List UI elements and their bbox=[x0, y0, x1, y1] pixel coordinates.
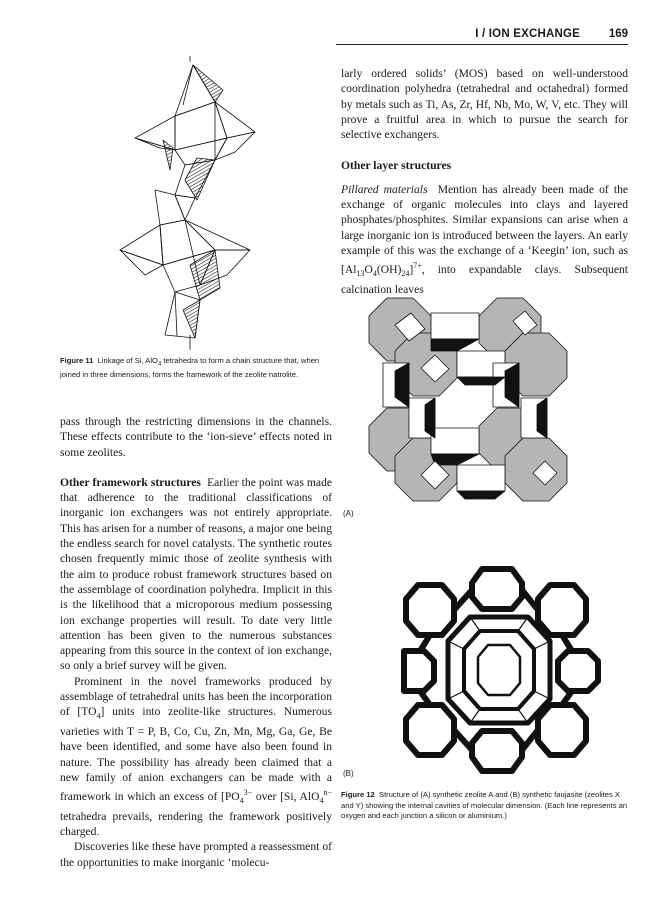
figure-11-caption-text: Linkage of Si, AlO bbox=[97, 356, 158, 365]
figure-11-caption-sub: 4 bbox=[157, 361, 162, 368]
heading-other-layer-structures: Other layer structures bbox=[341, 159, 452, 173]
right-column bbox=[341, 66, 628, 297]
p3-sub: 4 bbox=[96, 711, 101, 721]
rp2-sup: 7+ bbox=[413, 261, 422, 271]
figure-12-caption bbox=[341, 790, 628, 822]
rp2-d: , into expandable clays. Subsequent calcination leaves bbox=[341, 263, 628, 296]
left-paragraph-3 bbox=[60, 674, 332, 839]
p3-a: Prominent in the novel frameworks produced by assemblage of tetrahedral units has been the incorporation of [TO bbox=[60, 674, 332, 719]
p3-sup2: n− bbox=[323, 788, 332, 798]
p3-c: over [Si, AlO bbox=[252, 790, 320, 803]
rp2-b: O bbox=[364, 263, 373, 277]
header-rule bbox=[336, 44, 628, 45]
left-paragraph-1: pass through the restricting dimensions in the channels. These effects contribute to the ‘ion-sieve’ effects noted in some zeolites. bbox=[60, 415, 332, 459]
left-column bbox=[60, 414, 332, 870]
figure-12b-label: (B) bbox=[343, 769, 354, 778]
figure-12-caption-text: Structure of (A) synthetic zeolite A and (B) synthetic faujasite (zeolites X and Y) showing the internal cavities of molecular dimension. (Each line represents an oxygen and each junction a silicon or aluminium.) bbox=[341, 790, 628, 820]
running-head: I / ION EXCHANGE bbox=[475, 28, 580, 40]
figure-12a-label: (A) bbox=[343, 509, 354, 518]
p3-sub3: 4 bbox=[319, 796, 324, 806]
p3-sub2: 4 bbox=[239, 796, 244, 806]
left-paragraph-2-text: Earlier the point was made that adherence to the traditional classifications of inorganic ion exchangers was not entirely appropriate. This has arisen for a number of reasons, a major one being the endless search for novel catalysts. The synthetic routes chosen frequently mimic those of zeolite synthesis with the aim to produce robust framework structures based on the assemblage of coordination polyhedra. Implicit in this is the likelihood that a microporous medium possessing ion exchange properties will result. To date very little attention has been given to the numerous substances appearing from this source in the context of ion exchange, so only a brief survey will be given. bbox=[60, 475, 333, 673]
figure-12a-zeolite-a bbox=[365, 293, 570, 508]
figure-12b-faujasite bbox=[400, 565, 600, 775]
p3-b: ] units into zeolite-like structures. Numerous varieties with T = P, B, Co, Cu, Zn, Mn, Mg, Ga, Ge, Be have been identified, and some have also been found in nature. The possibility has already been claimed that a new family of anion exchangers can be made with a framework in which an excess of [PO bbox=[60, 705, 332, 803]
heading-other-framework-structures: Other framework structures bbox=[60, 475, 201, 489]
figure-12-label: Figure 12 bbox=[341, 790, 375, 799]
figure-11-caption bbox=[60, 356, 330, 381]
left-paragraph-4: Discoveries like these have prompted a reassessment of the opportunities to make inorganic ‘molecu- bbox=[60, 840, 332, 869]
rp2-c: (OH) bbox=[376, 263, 402, 277]
rp2-sub2: 4 bbox=[372, 269, 377, 279]
p3-d: tetrahedra prevails, rendering the framework positively charged. bbox=[60, 809, 332, 838]
right-paragraph-1: larly ordered solids’ (MOS) based on well-understood coordination polyhedra (tetrahedral and octahedral) formed by metals such as Ti, As, Zr, Hf, Nb, Mo, W, V, etc. They will prove a fruitful area in which to pursue the search for selective exchangers. bbox=[341, 67, 628, 142]
figure-11-label: Figure 11 bbox=[60, 356, 94, 365]
rp2-sub1: 13 bbox=[356, 269, 365, 279]
page-number: 169 bbox=[608, 28, 628, 40]
figure-11-natrolite-chain bbox=[115, 60, 265, 350]
rp2-sub3: 24 bbox=[401, 269, 410, 279]
figure-11-caption-text-2: tetrahedra to form a chain structure that, when joined in three dimensions, forms the framework of the zeolite natrolite. bbox=[60, 356, 320, 380]
right-paragraph-2: Pillared materials Mention has already been made of the exchange of organic molecules into clays and layered phosphates/phosphites. Similar expansions can arise when a large inorganic ion is introduced between the layers. An early example of this was the exchange of a ‘Keegin’ ion, such as $[Al_{13}O_4(OH)_{24}]^{7+}$, into expandable clays. Subsequent calcination leaves bbox=[341, 182, 629, 296]
rp2-a: Mention has already been made of the exchange of organic molecules into clays and layered phosphates/phosphites. Similar expansions can arise when a large inorganic ion is introduced between the layers. An early example of this was the exchange of a ‘Keegin’ ion, such as [Al bbox=[341, 182, 629, 277]
p3-sup: 3− bbox=[243, 788, 253, 798]
left-paragraph-2 bbox=[60, 475, 332, 674]
subheading-pillared-materials: Pillared materials bbox=[341, 182, 428, 196]
